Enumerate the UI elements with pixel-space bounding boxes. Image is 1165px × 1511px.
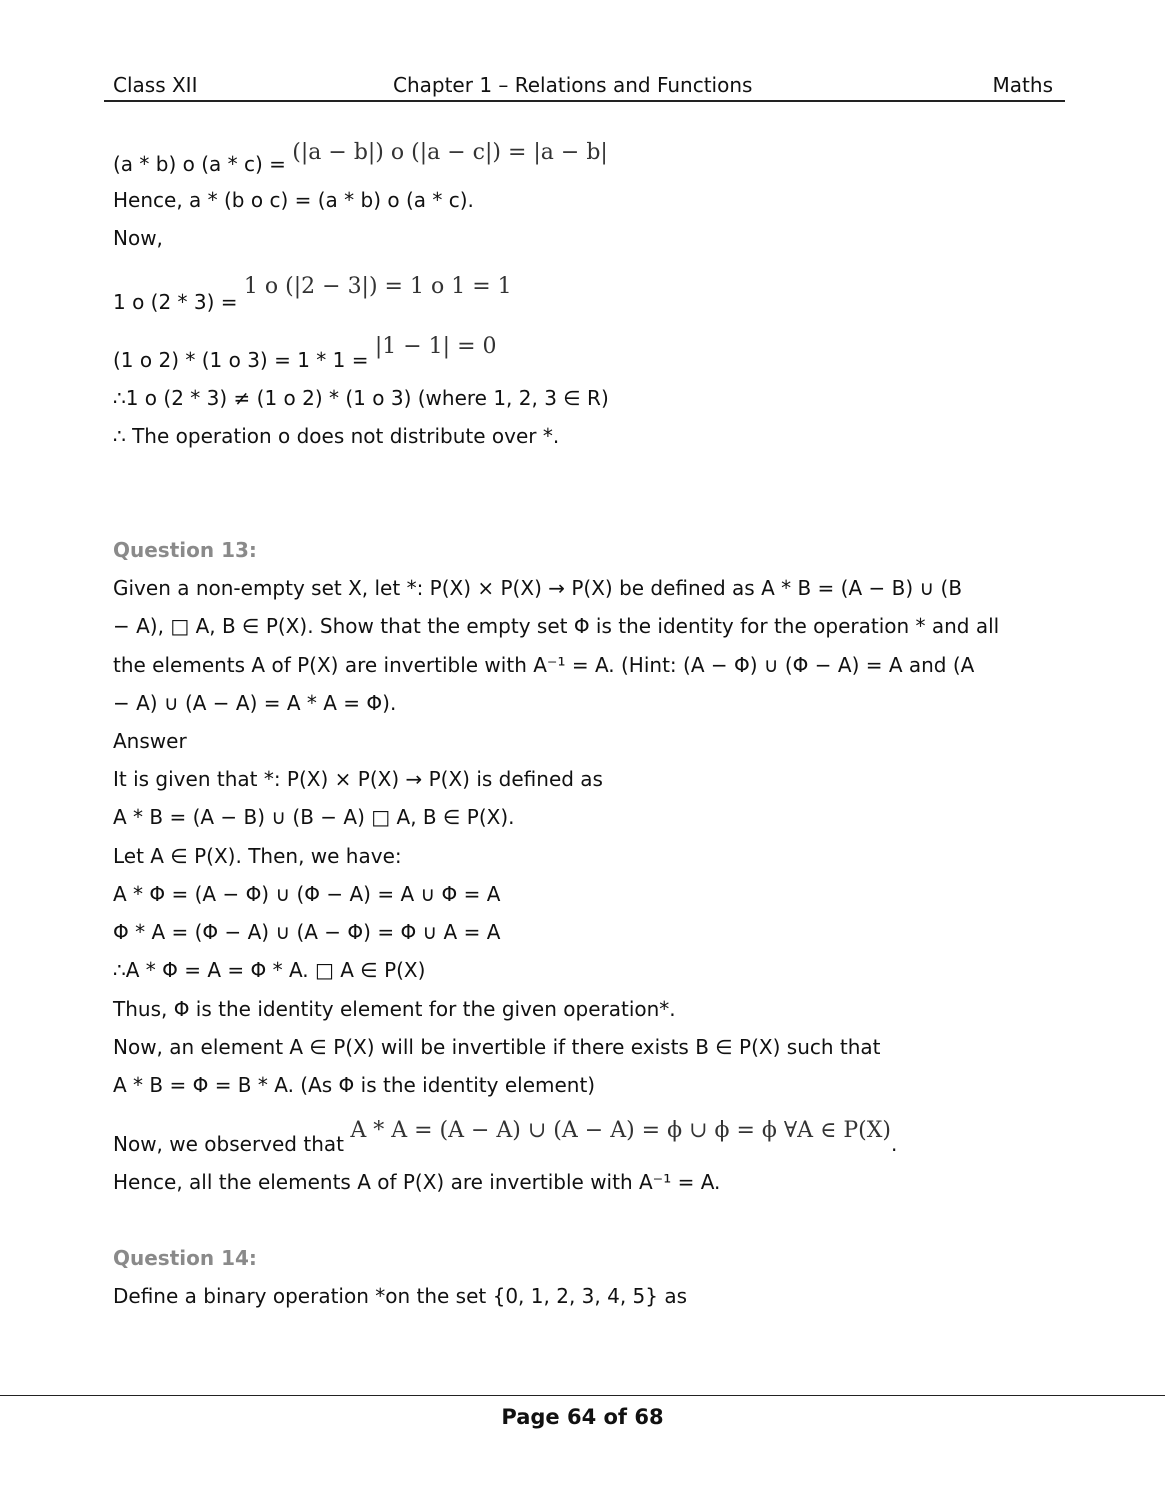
- content-line-4: [113, 274, 512, 314]
- line-4-text: 1 o (2 * 3) =: [113, 290, 244, 314]
- line-5-formula: |1 − 1| = 0: [374, 334, 497, 359]
- q13-text-2: − A), □ A, B ∈ P(X). Show that the empty set Φ is the identity for the operation * and all: [113, 614, 1000, 638]
- q13-answer-9: A * B = Φ = B * A. (As Φ is the identity element): [113, 1073, 596, 1097]
- q13-answer-3: Let A ∈ P(X). Then, we have:: [113, 844, 402, 868]
- q13-answer-6: ∴A * Φ = A = Φ * A. □ A ∈ P(X): [113, 958, 426, 982]
- answer-10-text: Now, we observed that: [113, 1132, 351, 1156]
- q13-answer-7: Thus, Φ is the identity element for the given operation*.: [113, 997, 676, 1021]
- page-header: [104, 70, 1065, 102]
- content-line-5: [113, 334, 497, 372]
- answer-10-formula: A * A = (A − A) ∪ (A − A) = ϕ ∪ ϕ = ϕ ∀A ∈ P(X): [350, 1118, 891, 1143]
- q13-text-4: − A) ∪ (A − A) = A * A = Φ).: [113, 691, 397, 715]
- line-5-text: (1 o 2) * (1 o 3) = 1 * 1 =: [113, 348, 375, 372]
- page-number: Page 64 of 68: [501, 1405, 664, 1429]
- q13-text-1: Given a non-empty set X, let *: P(X) × P(X) → P(X) be defined as A * B = (A − B) ∪ (B: [113, 576, 963, 600]
- content-line-1: [113, 140, 608, 176]
- q13-answer-11: Hence, all the elements A of P(X) are invertible with A⁻¹ = A.: [113, 1170, 721, 1194]
- footer-divider: [0, 1395, 1165, 1396]
- q13-answer-label: Answer: [113, 729, 187, 753]
- q13-answer-2: A * B = (A − B) ∪ (B − A) □ A, B ∈ P(X).: [113, 805, 515, 829]
- line-4-formula: 1 o (|2 − 3|) = 1 o 1 = 1: [243, 274, 512, 299]
- header-class: Class XII: [113, 73, 198, 97]
- q13-answer-4: A * Φ = (A − Φ) ∪ (Φ − A) = A ∪ Φ = A: [113, 882, 501, 906]
- line-1-text: (a * b) o (a * c) =: [113, 152, 293, 176]
- line-1-formula: (|a − b|) o (|a − c|) = |a − b|: [292, 140, 608, 165]
- q14-text-1: Define a binary operation *on the set {0, 1, 2, 3, 4, 5} as: [113, 1284, 688, 1308]
- q13-text-3: the elements A of P(X) are invertible with A⁻¹ = A. (Hint: (A − Φ) ∪ (Φ − A) = A and (A: [113, 653, 975, 677]
- q13-answer-8: Now, an element A ∈ P(X) will be invertible if there exists B ∈ P(X) such that: [113, 1035, 881, 1059]
- question-13-heading: Question 13:: [113, 538, 257, 562]
- content-line-6: ∴1 o (2 * 3) ≠ (1 o 2) * (1 o 3) (where 1, 2, 3 ∈ R): [113, 386, 609, 410]
- q13-answer-5: Φ * A = (Φ − A) ∪ (A − Φ) = Φ ∪ A = A: [113, 920, 501, 944]
- question-14-heading: Question 14:: [113, 1246, 257, 1270]
- header-subject: Maths: [992, 73, 1053, 97]
- content-line-2: Hence, a * (b o c) = (a * b) o (a * c).: [113, 188, 474, 212]
- content-line-7: ∴ The operation o does not distribute over *.: [113, 424, 560, 448]
- header-chapter: Chapter 1 – Relations and Functions: [393, 73, 753, 97]
- content-line-3: Now,: [113, 226, 163, 250]
- answer-10-period: .: [890, 1132, 898, 1156]
- q13-answer-1: It is given that *: P(X) × P(X) → P(X) is defined as: [113, 767, 603, 791]
- q13-answer-10: [113, 1118, 898, 1156]
